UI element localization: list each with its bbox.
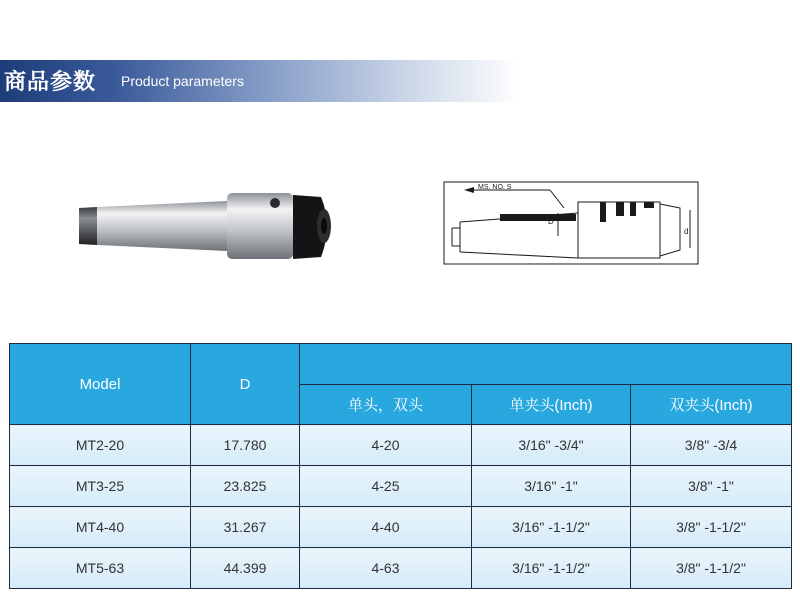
product-image — [75, 185, 345, 265]
drawing-dim-d: d — [684, 227, 689, 236]
header-head: 单头，双头 — [300, 385, 472, 425]
cell-head: 4-20 — [300, 425, 472, 466]
cell-head: 4-63 — [300, 548, 472, 589]
cell-single: 3/16" -1-1/2" — [472, 507, 631, 548]
drawing-dim-D: D — [548, 217, 554, 226]
table-row — [10, 507, 792, 548]
header-double: 双夹头(Inch) — [631, 385, 792, 425]
cell-d: 23.825 — [191, 466, 300, 507]
header-d: D — [191, 344, 300, 425]
cell-single: 3/16" -3/4" — [472, 425, 631, 466]
cell-model: MT4-40 — [10, 507, 191, 548]
cell-d: 44.399 — [191, 548, 300, 589]
section-title: 商品参数 — [4, 70, 97, 95]
drawing-spec-label: MS. NO. S — [478, 184, 512, 191]
cell-model: MT5-63 — [10, 548, 191, 589]
table-row — [10, 425, 792, 466]
header-model: Model — [10, 344, 191, 425]
cell-single: 3/16" -1" — [472, 466, 631, 507]
cell-model: MT2-20 — [10, 425, 191, 466]
header-group — [300, 344, 792, 385]
cell-single: 3/16" -1-1/2" — [472, 548, 631, 589]
section-subtitle: Product parameters — [121, 73, 244, 89]
table-row — [10, 466, 792, 507]
parameters-table — [9, 343, 792, 589]
cell-head: 4-25 — [300, 466, 472, 507]
cell-model: MT3-25 — [10, 466, 191, 507]
cell-double: 3/8" -1" — [631, 466, 792, 507]
cell-double: 3/8" -1-1/2" — [631, 548, 792, 589]
table-row — [10, 548, 792, 589]
cell-double: 3/8" -1-1/2" — [631, 507, 792, 548]
technical-drawing — [440, 178, 702, 268]
cell-d: 17.780 — [191, 425, 300, 466]
section-banner — [0, 60, 520, 102]
cell-double: 3/8" -3/4 — [631, 425, 792, 466]
cell-head: 4-40 — [300, 507, 472, 548]
header-single: 单夹头(Inch) — [472, 385, 631, 425]
cell-d: 31.267 — [191, 507, 300, 548]
